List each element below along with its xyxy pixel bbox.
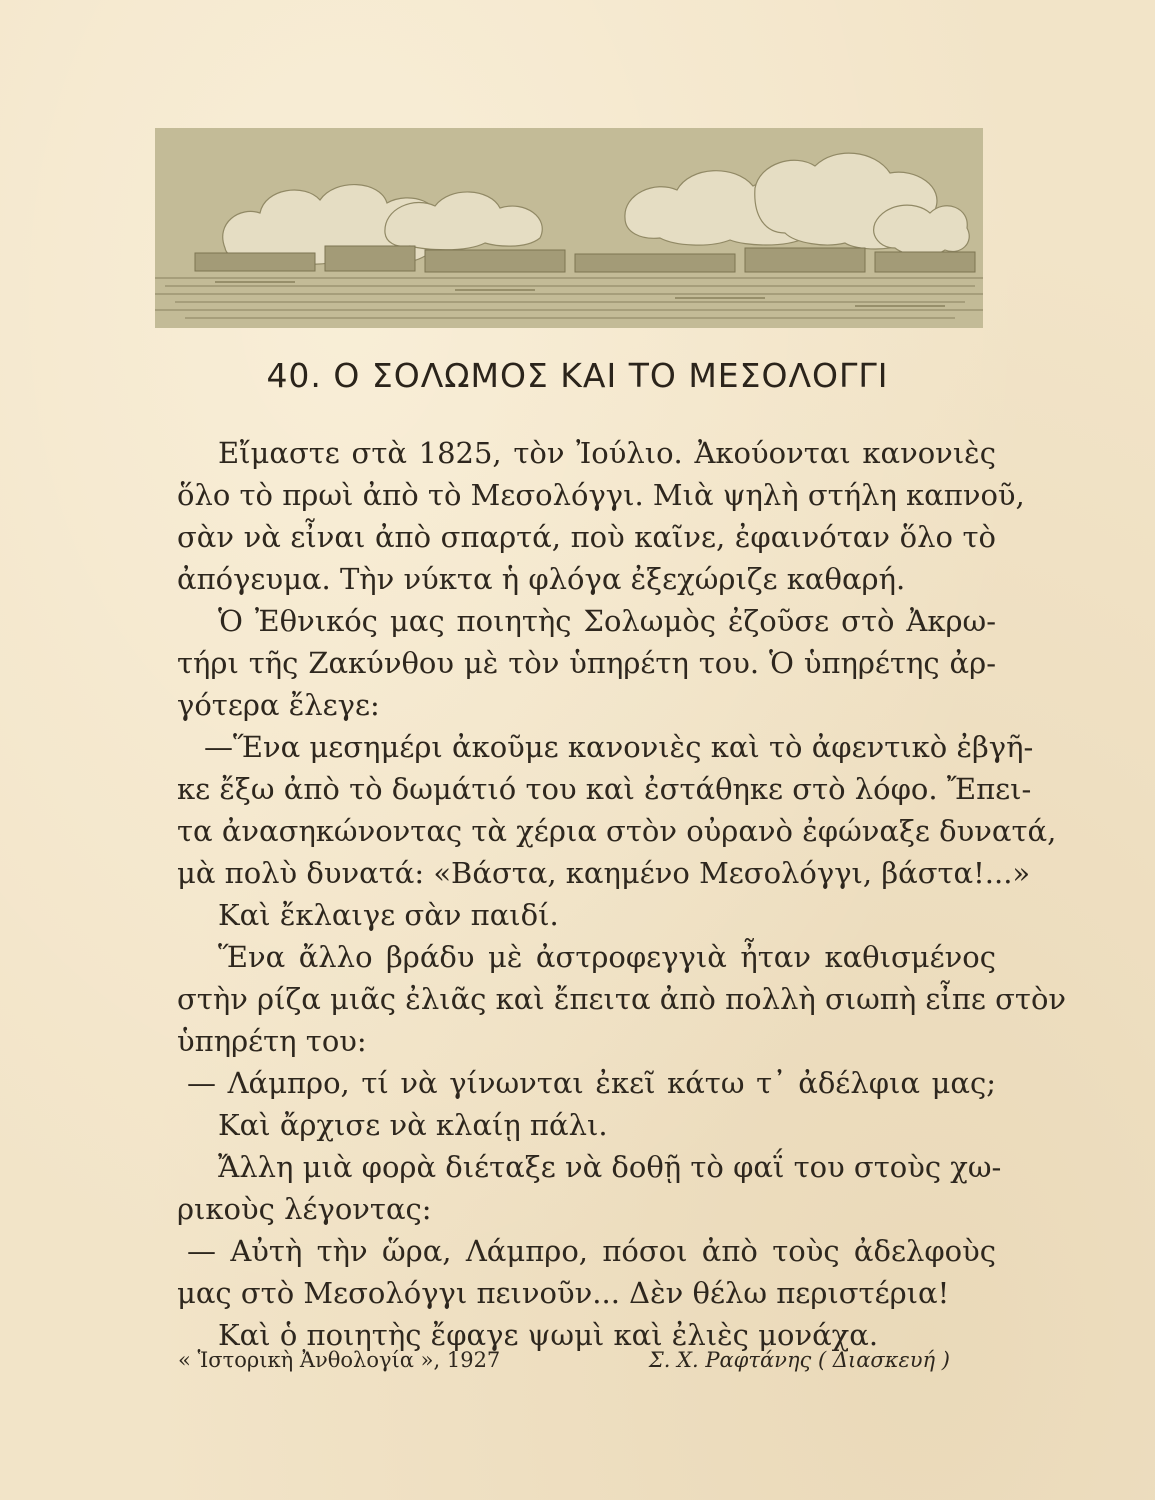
- text-line: κε ἔξω ἀπὸ τὸ δωμάτιό του καὶ ἐστάθηκε στὸ λόφο. Ἔπει-: [177, 772, 1032, 806]
- text-line: Ἄλλη μιὰ φορὰ διέταξε νὰ δοθῇ τὸ φαΐ του στοὺς χω-: [218, 1150, 1002, 1184]
- text-line: γότερα ἔλεγε:: [177, 688, 380, 722]
- text-line: ὑπηρέτη του:: [177, 1024, 367, 1058]
- text-line: ρικοὺς λέγοντας:: [177, 1192, 432, 1226]
- text-line: Καὶ ὁ ποιητὴς ἔφαγε ψωμὶ καὶ ἐλιὲς μονάχα.: [218, 1318, 879, 1352]
- text-line: ἀπόγευμα. Τὴν νύκτα ἡ φλόγα ἐξεχώριζε καθαρή.: [177, 562, 906, 596]
- text-line: μὰ πολὺ δυνατά: «Βάστα, καημένο Μεσολόγγι, βάστα!...»: [177, 856, 1031, 890]
- text-line: στὴν ρίζα μιᾶς ἐλιᾶς καὶ ἔπειτα ἀπὸ πολλὴ σιωπὴ εἶπε στὸν: [177, 982, 1067, 1016]
- text-line: Ὁ Ἐθνικός μας ποιητὴς Σολωμὸς ἐζοῦσε στὸ Ἀκρω-: [218, 604, 996, 638]
- text-line: — Αὐτὴ τὴν ὥρα, Λάμπρο, πόσοι ἀπὸ τοὺς ἀδελφοὺς: [187, 1234, 996, 1268]
- text-line: ὅλο τὸ πρωὶ ἀπὸ τὸ Μεσολόγγι. Μιὰ ψηλὴ στήλη καπνοῦ,: [177, 478, 1025, 512]
- author-credit: Σ. Χ. Ραφτάνης ( Διασκευή ): [648, 1348, 950, 1372]
- source-citation: « Ἱστορικὴ Ἀνθολογία », 1927: [178, 1348, 501, 1372]
- text-line: Καὶ ἄρχισε νὰ κλαίῃ πάλι.: [218, 1108, 608, 1142]
- text-line: τα ἀνασηκώνοντας τὰ χέρια στὸν οὐρανὸ ἐφώναξε δυνατά,: [177, 814, 1057, 848]
- text-line: μας στὸ Μεσολόγγι πεινοῦν... Δὲν θέλω περιστέρια!: [177, 1276, 950, 1310]
- page-title: 40. Ο ΣΟΛΩΜΟΣ ΚΑΙ ΤΟ ΜΕΣΟΛΟΓΓΙ: [266, 356, 889, 395]
- text-line: τήρι τῆς Ζακύνθου μὲ τὸν ὑπηρέτη του. Ὁ ὑπηρέτης ἀρ-: [177, 646, 996, 680]
- text-line: σὰν νὰ εἶναι ἀπὸ σπαρτά, ποὺ καῖνε, ἐφαινόταν ὅλο τὸ: [177, 520, 996, 554]
- text-line: Εἴμαστε στὰ 1825, τὸν Ἰούλιο. Ἀκούονται κανονιὲς: [218, 436, 996, 470]
- text-line: Καὶ ἔκλαιγε σὰν παιδί.: [218, 898, 559, 932]
- text-line: — Λάμπρο, τί νὰ γίνωνται ἐκεῖ κάτω τ᾽ ἀδέλφια μας;: [187, 1066, 996, 1100]
- text-line: Ἕνα ἄλλο βράδυ μὲ ἀστροφεγγιὰ ἦταν καθισμένος: [218, 940, 996, 974]
- text-line: —Ἕνα μεσημέρι ἀκοῦμε κανονιὲς καὶ τὸ ἀφεντικὸ ἐβγῆ-: [204, 730, 1034, 764]
